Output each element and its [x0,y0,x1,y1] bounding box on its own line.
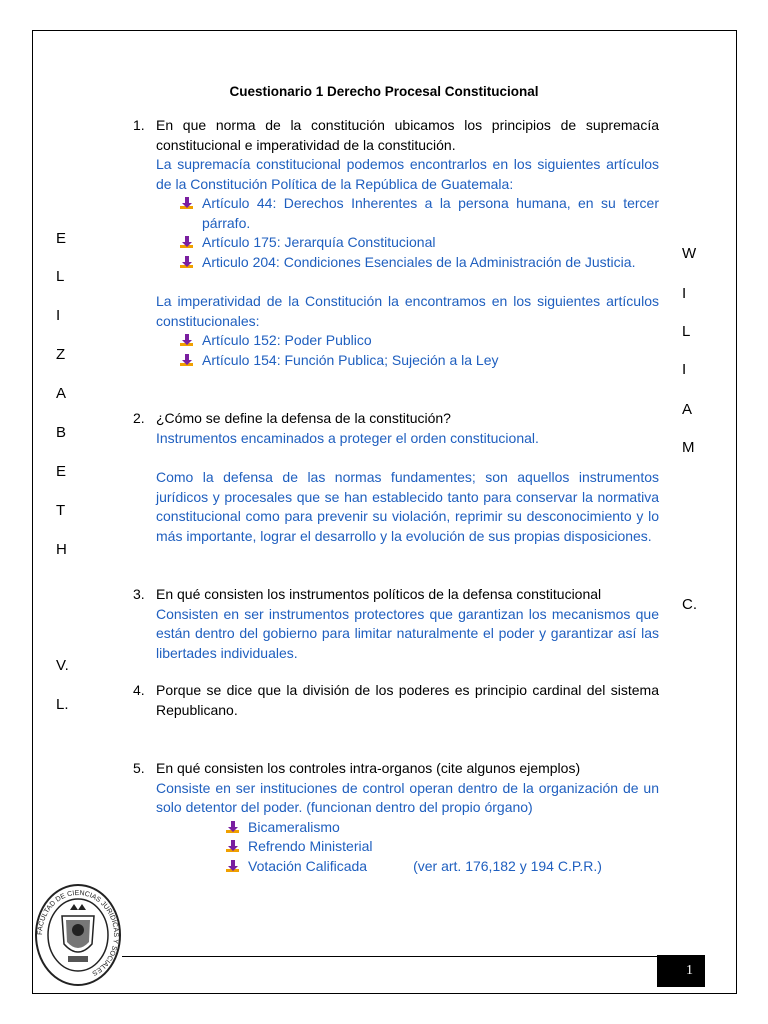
left-letter: Z [56,346,66,363]
footer-rule [122,956,657,957]
faculty-seal-icon [34,882,122,988]
question-1 [133,116,659,155]
question-number: 5. [133,760,145,776]
answer-text: Como la defensa de las normas fundamentes; son aquellos instrumentos jurídicos y procesales que se han establecido tanto para conservar la normativa constitucional como para prevenir su violación, reprimir su desconocimiento y lo más importante, lograr el desarrollo y la evolución de sus propias disposiciones. [156,469,659,544]
left-letter: E [56,463,67,480]
left-letter: E [56,230,67,247]
document-title: Cuestionario 1 Derecho Procesal Constitucional [229,84,539,99]
right-letter: M [682,439,695,456]
bullet-list [156,194,659,272]
question-3 [133,585,659,663]
left-letter: H [56,541,67,558]
list-item: Articulo 204: Condiciones Esenciales de la Administración de Justicia. [180,253,659,273]
arrow-bullet-icon [180,256,202,276]
question-5 [133,759,659,818]
question-number: 3. [133,586,145,602]
list-item: Artículo 44: Derechos Inherentes a la persona humana, en su tercer párrafo. [180,194,659,233]
question-number: 1. [133,117,145,133]
answer-text: Consiste en ser instituciones de control operan dentro de la organización de un solo detentor del poder. (funcionan dentro del propio órgano) [156,779,659,815]
question-text: Porque se dice que la división de los poderes es principio cardinal del sistema Republicano. [156,682,659,718]
question-4 [133,681,659,720]
arrow-bullet-icon [180,197,202,236]
right-letter: W [682,245,697,262]
list-item: Bicameralismo [226,818,659,838]
arrow-bullet-icon [226,860,248,880]
list-item: Artículo 154: Función Publica; Sujeción a la Ley [180,351,659,371]
left-letter: V. [56,657,69,674]
left-letter: L. [56,696,69,713]
page-number: 1 [686,963,693,978]
question-text: En qué consisten los controles intra-organos (cite algunos ejemplos) [156,760,581,776]
arrow-bullet-icon [226,840,248,860]
left-letter: I [56,307,61,324]
question-number: 2. [133,410,145,426]
left-letter: A [56,385,67,402]
right-letter: I [682,361,687,378]
right-letter: A [682,401,693,418]
arrow-bullet-icon [226,821,248,841]
right-letter: L [682,323,691,340]
list-item: Artículo 152: Poder Publico [180,331,659,351]
answer-text: La supremacía constitucional podemos encontrarlos en los siguientes artículos de la Constitución Política de la República de Guatemala: [156,156,659,192]
bullet-list [156,331,659,370]
arrow-bullet-icon [180,354,202,374]
question-number: 4. [133,682,145,698]
left-letter: L [56,268,65,285]
answer-text: Instrumentos encaminados a proteger el orden constitucional. [156,429,539,446]
list-item: Artículo 175: Jerarquía Constitucional [180,233,659,253]
left-letter: T [56,502,66,519]
questionnaire-body [133,116,659,876]
list-item: Refrendo Ministerial [226,837,659,857]
answer-text: Consisten en ser instrumentos protectores que garantizan los mecanismos que están dentro del gobierno para limitar naturalmente el poder y garantizar así las libertades individuales. [156,605,659,661]
arrow-bullet-icon [180,236,202,256]
seal-text: FACULTAD DE CIENCIAS JURIDICAS Y SOCIALES [36,889,120,977]
right-letter: C. [682,596,697,613]
question-text: ¿Cómo se define la defensa de la constitución? [156,410,451,426]
page-number-box [657,955,705,987]
article-reference: (ver art. 176,182 y 194 C.P.R.) [413,857,602,874]
question-2 [133,409,659,546]
list-item: Votación Calificada (ver art. 176,182 y 194 C.P.R.) [226,857,659,877]
question-text: En qué consisten los instrumentos políticos de la defensa constitucional [156,586,602,602]
left-letter: B [56,424,67,441]
bullet-list [156,818,659,877]
right-letter: I [682,285,687,302]
answer-text: La imperatividad de la Constitución la encontramos en los siguientes artículos constitucionales: [156,293,659,329]
arrow-bullet-icon [180,334,202,354]
question-text: En que norma de la constitución ubicamos los principios de supremacía constitucional e imperatividad de la constitución. [156,117,659,153]
